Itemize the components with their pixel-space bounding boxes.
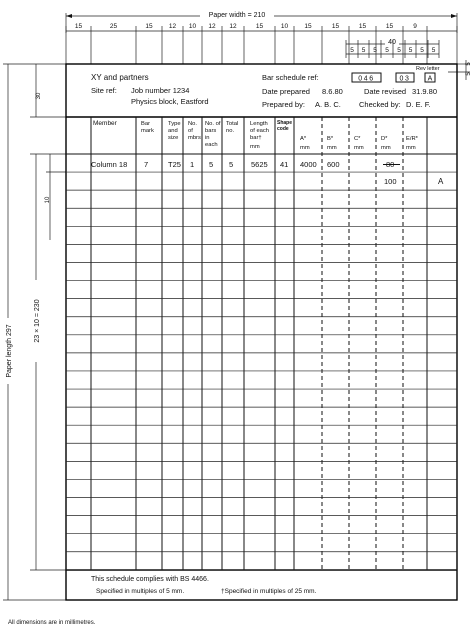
segment-width-label: 12 [229, 23, 237, 30]
company-name: XY and partners [91, 73, 149, 82]
cell-member: Column 18 [91, 160, 128, 169]
cell-no-mbrs: 1 [190, 160, 195, 169]
form-footer [91, 576, 317, 595]
col-header-total-l1: Total [226, 121, 239, 127]
segment-width-label: 15 [145, 23, 153, 30]
segment-width-label: 15 [74, 23, 83, 30]
dim-5-label: 5 [408, 47, 413, 54]
segment-width-label: 25 [109, 23, 118, 30]
col-header-type-l3: size [168, 135, 179, 141]
col-header-er-l2: mm [406, 145, 416, 151]
site-name: Physics block, Eastford [131, 97, 209, 106]
col-header-d [381, 136, 391, 151]
segment-width-label: 15 [304, 23, 312, 30]
date-revised-value: 31.9.80 [412, 87, 438, 96]
cell-type-size: T25 [168, 160, 181, 169]
dim-5-label: 5 [361, 47, 366, 54]
segment-width-label: 12 [168, 23, 177, 30]
dim-40-label: 40 [388, 39, 396, 46]
side-dimensions [3, 60, 472, 600]
col-header-member: Member [93, 120, 117, 127]
multiples-5mm-note: Specified in multiples of 5 mm. [96, 588, 185, 595]
col-header-each-l4: each [205, 142, 218, 148]
col-header-a [300, 136, 310, 151]
col-header-b-l2: mm [327, 145, 337, 151]
ref-box-1-text: 046 [358, 75, 375, 83]
col-header-a-l1: A* [300, 136, 307, 142]
cell-b: 600 [327, 160, 340, 169]
col-header-no-mbrs [188, 121, 201, 141]
col-header-type-size [168, 121, 181, 141]
segment-width-label: 12 [208, 23, 216, 30]
col-header-b-l1: B* [327, 136, 334, 142]
col-header-b [327, 136, 337, 151]
col-header-d-l1: D* [381, 136, 388, 142]
col-header-mbrs-l2: of [188, 128, 193, 134]
caption: All dimensions are in millimetres. [8, 620, 96, 626]
dim-5-label-a: 5 [466, 62, 472, 66]
segment-width-label: 9 [413, 23, 417, 30]
col-header-total-l2: no. [226, 128, 235, 134]
cell-d-new: 100 [384, 177, 397, 186]
ref-box-3-text: A [427, 75, 433, 83]
column-headers [93, 120, 419, 151]
dim-10-label: 10 [45, 196, 51, 204]
cell-bar-mark: 7 [144, 160, 149, 169]
col-header-each-l2: bars [205, 128, 217, 134]
form-border [66, 64, 457, 600]
segment-width-label: 10 [280, 23, 289, 30]
col-header-er [406, 136, 419, 151]
date-prepared-value: 8.6.80 [322, 87, 343, 96]
segment-width-label: 15 [358, 23, 367, 30]
prepared-by-value: A. B. C. [315, 100, 341, 109]
segment-width-label: 15 [385, 23, 394, 30]
col-header-d-l2: mm [381, 145, 391, 151]
cell-length: 5625 [251, 160, 268, 169]
dim-5-label: 5 [420, 47, 424, 54]
col-header-length-l1: Length [250, 121, 268, 127]
schedule-grid [66, 117, 457, 570]
bar-schedule-ref-label: Bar schedule ref: [262, 73, 319, 82]
dim-5-label: 5 [431, 47, 436, 54]
col-header-er-l1: E/R* [406, 136, 418, 142]
cell-d-old: 80 [386, 160, 395, 169]
col-header-bar-mark-l1: Bar [141, 121, 151, 127]
col-header-each-l3: in [205, 135, 210, 141]
ref-box-2-text: 03 [399, 75, 411, 83]
col-header-length-l3: bar† [250, 135, 262, 141]
dim-5-label: 5 [385, 47, 389, 54]
dim-5-label: 5 [397, 47, 401, 54]
table-row [91, 160, 444, 186]
col-header-c-l2: mm [354, 145, 364, 151]
dim-30-label: 30 [36, 92, 42, 100]
col-header-length-l2: of each [250, 128, 270, 134]
arrow-left [66, 14, 72, 18]
segment-width-label: 15 [331, 23, 340, 30]
segment-width-label: 10 [188, 23, 197, 30]
cell-bars-each: 5 [209, 160, 214, 169]
col-header-c-l1: C* [354, 136, 361, 142]
arrow-right [451, 14, 457, 18]
dim-5-label-b: 5 [466, 72, 472, 76]
rev-letter-label: Rev letter [416, 66, 440, 72]
prepared-by-label: Prepared by: [262, 100, 305, 109]
col-header-mbrs-l1: No. [188, 121, 198, 127]
col-header-total-no [226, 121, 238, 134]
col-header-bar-mark [141, 121, 154, 134]
col-header-c [354, 136, 364, 151]
dim-230-label: 23 × 10 = 230 [34, 299, 41, 343]
cell-a: 4000 [300, 160, 317, 169]
col-header-type-l2: and [168, 128, 178, 134]
col-header-each-l1: No. of [205, 121, 221, 127]
form-header [91, 66, 440, 109]
col-header-length [250, 121, 269, 150]
date-prepared-label: Date prepared [262, 87, 310, 96]
revision-letter: A [438, 177, 444, 186]
col-header-shape-l2: code [277, 126, 289, 132]
checked-by-label: Checked by: [359, 100, 401, 109]
checked-by-value: D. E. F. [406, 100, 431, 109]
compliance-note: This schedule complies with BS 4466. [91, 576, 209, 583]
col-header-shape-l1: Shape [277, 120, 293, 126]
paper-width-label: Paper width = 210 [208, 12, 266, 19]
multiples-25mm-note: †Specified in multiples of 25 mm. [221, 588, 317, 595]
col-header-mbrs-l3: mbrs [188, 135, 201, 141]
site-ref-label: Site ref: [91, 86, 117, 95]
rev-box-dimensions [346, 37, 439, 58]
dim-5-label: 5 [373, 47, 377, 54]
date-revised-label: Date revised [364, 87, 407, 96]
job-number: Job number 1234 [131, 86, 190, 95]
col-header-length-l4: mm [250, 144, 260, 150]
col-header-bar-mark-l2: mark [141, 128, 154, 134]
col-header-a-l2: mm [300, 145, 310, 151]
cell-total-no: 5 [229, 160, 234, 169]
segment-width-label: 15 [255, 23, 264, 30]
paper-length-label: Paper length 297 [6, 324, 13, 378]
cell-shape-code: 41 [280, 160, 289, 169]
col-header-bars-each [205, 121, 221, 148]
col-header-type-l1: Type [168, 121, 181, 127]
dim-5-label: 5 [350, 47, 354, 54]
col-header-shape-code [277, 120, 292, 132]
